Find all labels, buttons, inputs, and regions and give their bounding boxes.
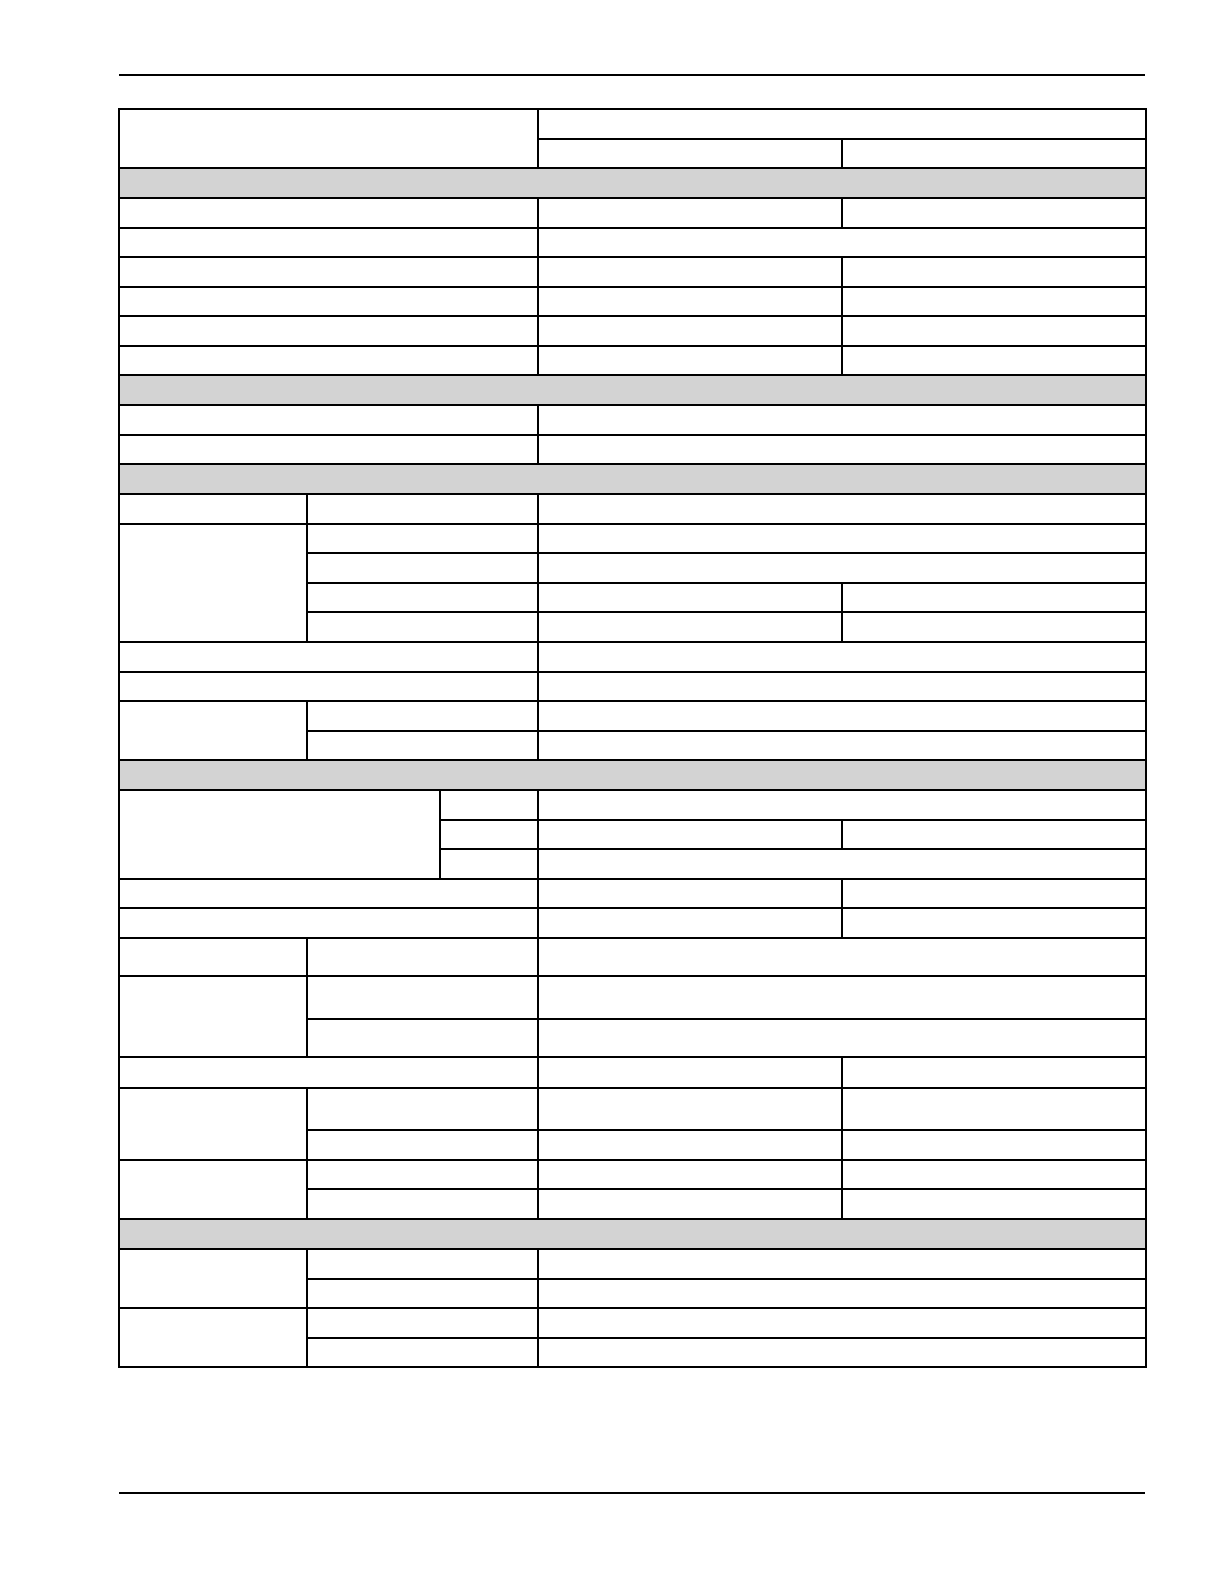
row-value-a	[538, 346, 842, 375]
table-row	[119, 1088, 1146, 1130]
row-value	[538, 228, 1146, 257]
row-value-a	[538, 583, 842, 612]
row-sub-label	[307, 553, 538, 583]
table-row	[119, 524, 1146, 553]
row-value	[538, 1338, 1146, 1367]
section-header	[119, 1219, 1146, 1249]
table-row	[119, 938, 1146, 976]
table-row	[119, 701, 1146, 731]
table-row	[119, 346, 1146, 375]
table-header-row	[119, 109, 1146, 139]
row-value-a	[538, 1189, 842, 1219]
row-sub-label	[440, 790, 538, 820]
row-label	[119, 672, 538, 701]
row-label	[119, 198, 538, 228]
section-header	[119, 375, 1146, 405]
table-row	[119, 405, 1146, 435]
row-label	[119, 1057, 538, 1088]
row-sub-label	[307, 1019, 538, 1057]
row-label	[119, 642, 538, 672]
row-value-a	[538, 908, 842, 938]
header-col-a	[538, 139, 842, 168]
table-row	[119, 435, 1146, 464]
row-value	[538, 1308, 1146, 1338]
table-row	[119, 908, 1146, 938]
table-row	[119, 879, 1146, 908]
row-value-b	[842, 316, 1146, 346]
row-sub-label	[307, 731, 538, 760]
row-value-a	[538, 1160, 842, 1189]
row-group-label	[119, 701, 307, 760]
row-label	[119, 879, 538, 908]
row-group-label	[119, 976, 307, 1057]
row-sub-label	[307, 938, 538, 976]
row-value-b	[842, 908, 1146, 938]
table-row	[119, 1249, 1146, 1279]
row-sub-label	[307, 1338, 538, 1367]
row-value-a	[538, 879, 842, 908]
row-value	[538, 790, 1146, 820]
row-sub-label	[440, 820, 538, 849]
header-group-cell	[538, 109, 1146, 139]
row-value-b	[842, 198, 1146, 228]
row-group-label	[119, 524, 307, 642]
table-row	[119, 287, 1146, 316]
row-label	[119, 316, 538, 346]
row-sub-label	[307, 494, 538, 524]
row-value	[538, 849, 1146, 879]
row-sub-label	[307, 583, 538, 612]
row-label	[119, 287, 538, 316]
row-value	[538, 1249, 1146, 1279]
row-value-b	[842, 1189, 1146, 1219]
row-value-a	[538, 198, 842, 228]
table-row	[119, 790, 1146, 820]
row-value	[538, 524, 1146, 553]
row-value	[538, 701, 1146, 731]
header-col-b	[842, 139, 1146, 168]
row-group-label	[119, 790, 440, 879]
row-sub-label	[440, 849, 538, 879]
table-row	[119, 642, 1146, 672]
row-group-label	[119, 938, 307, 976]
row-value-b	[842, 879, 1146, 908]
row-value-a	[538, 612, 842, 642]
row-sub-label	[307, 1189, 538, 1219]
table-row	[119, 228, 1146, 257]
footer-rule	[119, 1492, 1145, 1494]
table-row	[119, 1308, 1146, 1338]
row-label	[119, 908, 538, 938]
row-label	[119, 257, 538, 287]
table-row	[119, 257, 1146, 287]
section-header	[119, 760, 1146, 790]
row-value-b	[842, 1057, 1146, 1088]
row-value-a	[538, 257, 842, 287]
row-value-b	[842, 1160, 1146, 1189]
row-group-label	[119, 494, 307, 524]
row-value-b	[842, 820, 1146, 849]
row-group-label	[119, 1249, 307, 1308]
table-row	[119, 1160, 1146, 1189]
row-value-b	[842, 583, 1146, 612]
row-value-b	[842, 346, 1146, 375]
table-row	[119, 672, 1146, 701]
row-value-a	[538, 1088, 842, 1130]
row-label	[119, 228, 538, 257]
header-label-cell	[119, 109, 538, 168]
row-value-a	[538, 1057, 842, 1088]
row-sub-label	[307, 1279, 538, 1308]
row-value-b	[842, 257, 1146, 287]
row-sub-label	[307, 1160, 538, 1189]
row-value	[538, 435, 1146, 464]
header-rule	[119, 74, 1145, 76]
row-value-a	[538, 1130, 842, 1160]
table-row	[119, 198, 1146, 228]
table-row	[119, 494, 1146, 524]
row-sub-label	[307, 1308, 538, 1338]
table-row	[119, 1057, 1146, 1088]
row-sub-label	[307, 1249, 538, 1279]
row-sub-label	[307, 524, 538, 553]
row-value-b	[842, 612, 1146, 642]
row-value	[538, 731, 1146, 760]
row-value	[538, 938, 1146, 976]
row-label	[119, 346, 538, 375]
row-label	[119, 435, 538, 464]
row-value	[538, 405, 1146, 435]
row-sub-label	[307, 1088, 538, 1130]
row-value	[538, 1019, 1146, 1057]
section-header	[119, 464, 1146, 494]
row-sub-label	[307, 1130, 538, 1160]
spec-table	[118, 108, 1147, 1368]
row-value	[538, 976, 1146, 1019]
row-value	[538, 642, 1146, 672]
section-header	[119, 168, 1146, 198]
row-value	[538, 1279, 1146, 1308]
row-sub-label	[307, 612, 538, 642]
row-value-b	[842, 287, 1146, 316]
row-value	[538, 494, 1146, 524]
row-value-b	[842, 1130, 1146, 1160]
row-value	[538, 672, 1146, 701]
row-value-a	[538, 820, 842, 849]
row-value-a	[538, 287, 842, 316]
table-row	[119, 976, 1146, 1019]
row-group-label	[119, 1088, 307, 1160]
row-sub-label	[307, 701, 538, 731]
row-value-a	[538, 316, 842, 346]
row-sub-label	[307, 976, 538, 1019]
row-group-label	[119, 1160, 307, 1219]
row-value	[538, 553, 1146, 583]
table-row	[119, 316, 1146, 346]
row-label	[119, 405, 538, 435]
row-value-b	[842, 1088, 1146, 1130]
row-group-label	[119, 1308, 307, 1367]
